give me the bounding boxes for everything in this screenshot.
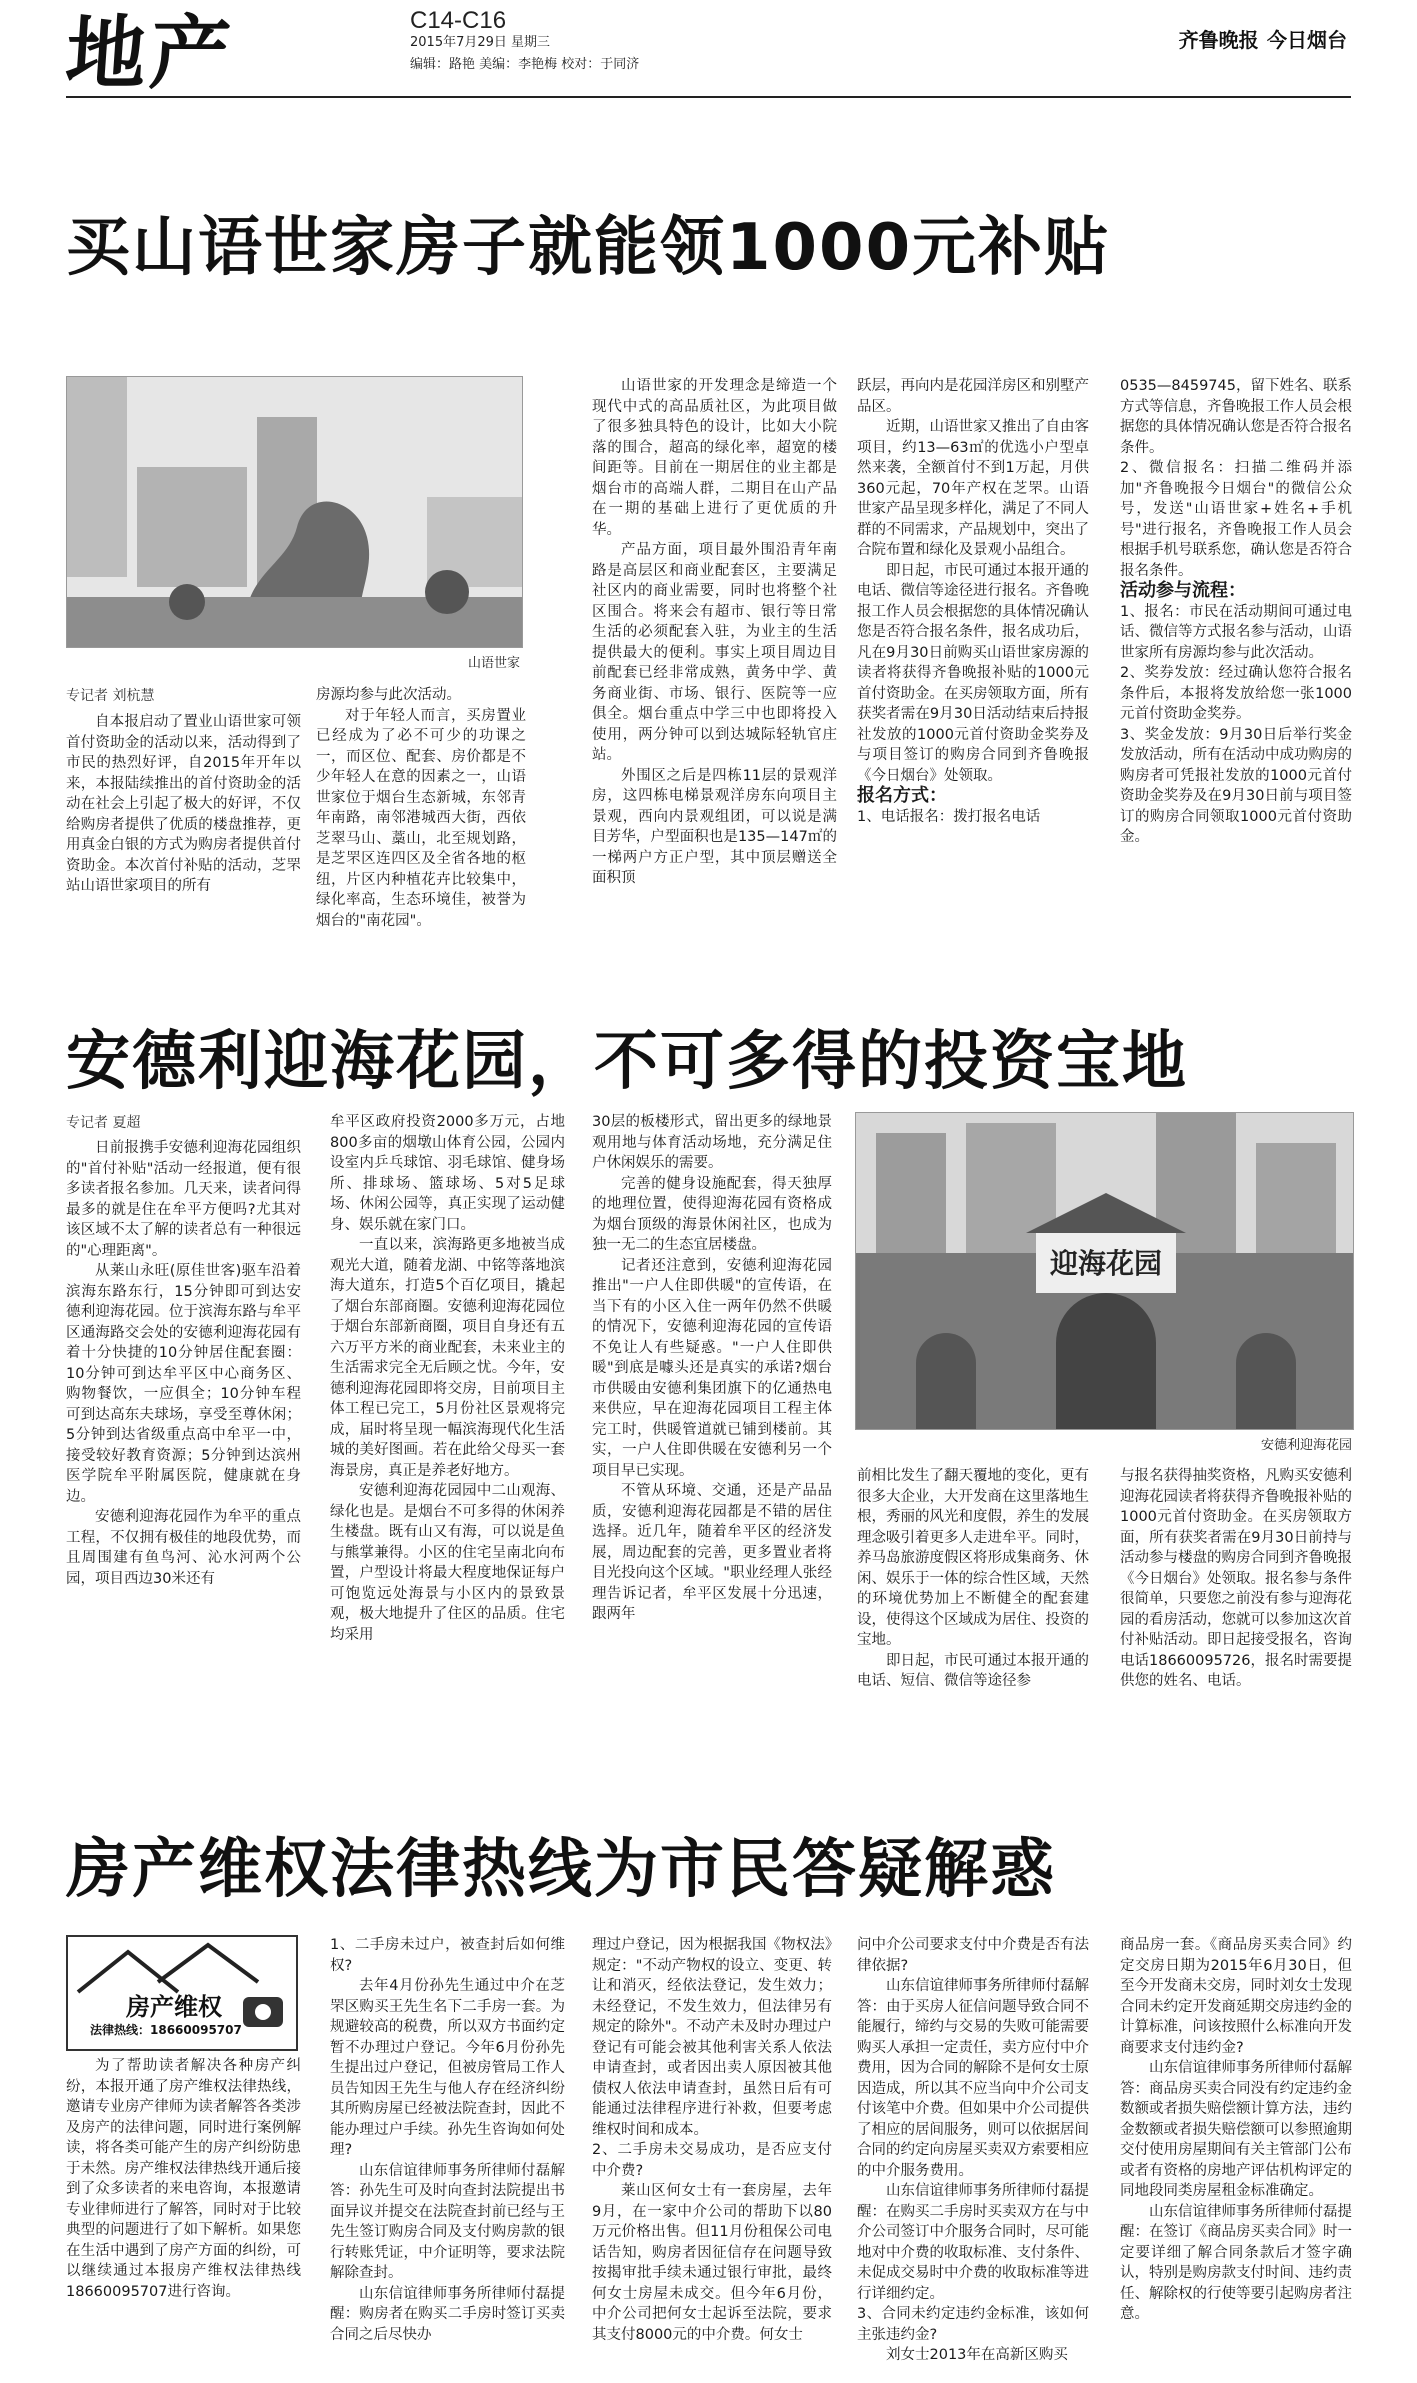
paragraph: 前相比发生了翻天覆地的变化，更有很多大企业，大开发商在这里落地生根，秀丽的风光和度假，养生的发展理念吸引着更多人走进牟平。同时，养马岛旅游度假区将形成集商务、休闲、娱乐于一体的综合性区域，天然的环境优势加上不断健全的配套建设，使得这个区域成为居住、投资的宝地。: [857, 1468, 1089, 1648]
header-info: [410, 7, 640, 76]
page-range: C14-C16: [410, 7, 507, 34]
yinghai-photo-illustration: [856, 1113, 1353, 1429]
paragraph: 问中介公司要求支付中介费是否有法律依据?: [857, 1937, 1089, 1974]
article1-photo: [66, 376, 523, 648]
paragraph: 山东信谊律师事务所律师付磊提醒：在购买二手房时买卖双方在与中介公司签订中介服务合同时，尽可能地对中介费的收取标准、支付条件、未促成交易时中介费的收取标准等进行详细约定。: [857, 2183, 1089, 2302]
paragraph: 跃层，再向内是花园洋房区和别墅产品区。: [857, 378, 1089, 415]
paragraph: 3、奖金发放：9月30日后举行奖金发放活动，所有在活动中成功购房的购房者可凭报社发放的1000元首付资助金奖券及在9月30日前与项目签订的购房合同领取1000元首付资助金。: [1120, 726, 1352, 845]
shanyu-photo-illustration: [67, 377, 522, 647]
header-divider: [66, 96, 1351, 98]
logo-hotline: 法律热线：18660095707: [90, 2023, 242, 2037]
staff-credits: 编辑：路艳 美编：李艳梅 校对：于同济: [410, 57, 640, 72]
paragraph: 对于年轻人而言，买房置业已经成为了必不可少的功课之一，而区位、配套、房价都是不少年轻人在意的因素之一，山语世家位于烟台生态新城，东邻青年南路，南邻港城西大街，西依芝翠马山、藁山，北至规划路，是芝罘区连四区及全省各地的枢纽，片区内种植花卉比较集中，绿化率高，生态环境佳，被誉为烟台的"南花园"。: [316, 707, 526, 929]
article2-byline: 专记者 夏超: [66, 1115, 141, 1131]
paragraph: 安德利迎海花园作为牟平的重点工程，不仅拥有极佳的地段优势，而且周围建有鱼鸟河、沁水河两个公园，项目西边30米还有: [66, 1509, 301, 1587]
brand-name: 齐鲁晚报: [1178, 28, 1259, 52]
paragraph: 日前报携手安德利迎海花园组织的"首付补贴"活动一经报道，便有很多读者报名参加。几天来，读者问得最多的就是住在牟平方便吗?尤其对该区域不太了解的读者总有一种很远的"心理距离"。: [66, 1140, 301, 1259]
paragraph: 不管从环境、交通，还是产品品质，安德利迎海花园都是不错的居住选择。近几年，随着牟平区的经济发展，周边配套的完善，更多置业者将目光投向这个区域。"职业经理人张经理告诉记者，牟平区发展十分迅速，跟两年: [592, 1483, 832, 1622]
paragraph: 近期，山语世家又推出了自由客项目，约13—63㎡的优选小户型卓然来袭，全额首付不到1万起，月供360元起，70年产权在芝罘。山语世家产品呈现多样化，满足了不同人群的不同需求，产品规划中，突出了合院布置和绿化及景观小品组合。: [857, 419, 1089, 558]
paragraph: 完善的健身设施配套，得天独厚的地理位置，使得迎海花园有资格成为烟台顶级的海景休闲社区，也成为独一无二的生态宜居楼盘。: [592, 1175, 832, 1253]
article1-byline: 专记者 刘杭慧: [66, 688, 155, 704]
article1-photo-caption: 山语世家: [467, 656, 520, 671]
paragraph: 0535—8459745，留下姓名、联系方式等信息，齐鲁晚报工作人员会根据您的具体情况确认您是否符合报名条件。: [1120, 378, 1352, 456]
paragraph: 30层的板楼形式，留出更多的绿地景观用地与体育活动场地，充分满足住户休闲娱乐的需要。: [592, 1114, 832, 1171]
paragraph: 记者还注意到，安德利迎海花园推出"一户人住即供暖"的宣传语，在当下有的小区入住一两年仍然不供暖的情况下，安德利迎海花园的宣传语不免让人有些疑惑。"一户人住即供暖"到底是噱头还是真实的承诺?烟台市供暖由安德利集团旗下的亿通热电来供应，早在迎海花园项目工程主体完工时，供暖管道就已铺到楼前。其实，一户人住即供暖在安德利另一个项目早已实现。: [592, 1257, 832, 1479]
paragraph: 即日起，市民可通过本报开通的电话、微信等途径进行报名。齐鲁晚报工作人员会根据您的具体情况确认您是否符合报名条件，报名成功后，凡在9月30日前购买山语世家房源的读者将获得齐鲁晚报补贴的1000元首付资助金。在买房领取方面，所有获奖者需在9月30日活动结束后持报社发放的1000元首付资助金奖券及与项目签订的购房合同到齐鲁晚报《今日烟台》处领取。: [857, 562, 1089, 784]
signup-subhead: 报名方式：: [857, 785, 947, 806]
article2-col2: [330, 1112, 565, 1772]
section-title: 地产: [62, 7, 238, 100]
article2-col4: [857, 1466, 1089, 1772]
paragraph: 山语世家的开发理念是缔造一个现代中式的高品质社区，为此项目做了很多独具特色的设计，比如大小院落的围合，超高的绿化率，超宽的楼间距等。目前在一期居住的业主都是烟台市的高端人群，二期目在山产品在一期的基础上进行了更优质的升华。: [592, 378, 837, 538]
paragraph: 外围区之后是四栋11层的景观洋房，这四栋电梯景观洋房东向项目主景观，西向内景观组团，可以说是满目芳华，户型面积也是135—147㎡的一梯两户方正户型，其中顶层赠送全面积顶: [592, 767, 837, 886]
paragraph: 山东信谊律师事务所律师付磊解答：孙先生可及时向查封法院提出书面异议并提交在法院查封前已经与王先生签订购房合同及支付购房款的银行转账凭证，中介证明等，要求法院解除查封。: [330, 2162, 565, 2281]
paragraph: 山东信谊律师事务所律师付磊解答：商品房买卖合同没有约定违约金数额或者损失赔偿额计算方法，违约金数额或者损失赔偿额可以参照逾期交付使用房屋期间有关主管部门公布或者有资格的房地产评估机构评定的同地段同类房屋租金标准确定。: [1120, 2060, 1352, 2199]
article2-col3: [592, 1112, 832, 1772]
paragraph: 自本报启动了置业山语世家可领首付资助金的活动以来，活动得到了市民的热烈好评，自2015年开年以来，本报陆续推出的首付资助金的活动在社会上引起了极大的好评，不仅给购房者提供了优质的楼盘推荐，更用真金白银的方式为购房者提供首付资助金。本次首付补贴的活动，芝罘站山语世家项目的所有: [66, 714, 301, 894]
paragraph: 理过户登记，因为根据我国《物权法》规定："不动产物权的设立、变更、转让和消灭，经依法登记，发生效力；未经登记，不发生效力，但法律另有规定的除外"。不动产未及时办理过户登记有可能会被其他利害关系人依法申请查封，或者因出卖人原因被其他债权人依法申请查封，虽然日后有可能通过法律程序进行补救，但要考虑维权时间和成本。: [592, 1937, 832, 2138]
article3-col5: [1120, 1935, 1352, 2365]
paragraph: 1、报名：市民在活动期间可通过电话、微信等方式报名参与活动，山语世家所有房源均参与此次活动。: [1120, 603, 1352, 661]
paragraph: 为了帮助读者解决各种房产纠纷，本报开通了房产维权法律热线，邀请专业房产律师为读者解答各类涉及房产的法律问题，同时进行案例解读，将各类可能产生的房产纠纷防患于未然。房产维权法律热线开通后接到了众多读者的来电咨询，本报邀请专业律师进行了解答，同时对于比较典型的问题进行了如下解析。如果您在生活中遇到了房产方面的纠纷，可以继续通过本报房产维权法律热线18660095707进行咨询。: [66, 2058, 301, 2300]
logo-title: 房产维权: [126, 1993, 222, 2021]
article2-col1: [66, 1138, 301, 1770]
paragraph: 刘女士2013年在高新区购买: [886, 2347, 1068, 2363]
paragraph: 山东信谊律师事务所律师付磊提醒：购房者在购买二手房时签订买卖合同之后尽快办: [330, 2285, 565, 2343]
paragraph: 1、电话报名：拨打报名电话: [857, 808, 1041, 825]
paragraph: 与报名获得抽奖资格，凡购买安德利迎海花园读者将获得齐鲁晚报补贴的1000元首付资助金。在买房领取方面，所有获奖者需在9月30日前持与活动参与楼盘的购房合同到齐鲁晚报《今日烟台》处领取。报名参与条件很简单，只要您之前没有参与迎海花园的看房活动，您就可以参加这次首付补贴活动。即日起接受报名，咨询电话18660095726，报名时需要提供您的姓名、电话。: [1120, 1468, 1352, 1689]
article3-col1: [66, 2056, 301, 2366]
building-sign-text: 迎海花园: [1049, 1247, 1163, 1280]
paragraph: 2、微信报名：扫描二维码并添加"齐鲁晚报今日烟台"的微信公众号，发送"山语世家+姓名+手机号"进行报名，齐鲁晚报工作人员会根据手机号联系您，确认您是否符合报名条件。: [1120, 460, 1352, 579]
paragraph: 房源均参与此次活动。: [316, 687, 461, 703]
article1-col5: [1120, 376, 1352, 946]
article1-col1: [66, 712, 301, 942]
article1-col3: [592, 376, 837, 946]
paragraph: 产品方面，项目最外围沿青年南路是高层区和商业配套区，主要满足社区内的商业需要，同时也将整个社区围合。将来会有超市、银行等日常生活的必须配套入驻，为业主的生活提供最大的便利。事实上项目周边目前配套已经非常成熟，黄务中学、黄务商业街、市场、银行、医院等一应俱全。烟台重点中学三中也即将投入使用，两分钟可以到达城际轻轨官庄站。: [592, 542, 837, 763]
paragraph: 2、奖券发放：经过确认您符合报名条件后，本报将发放给您一张1000元首付资助金奖券。: [1120, 665, 1352, 722]
process-subhead: 活动参与流程：: [1120, 580, 1246, 601]
article1-col2: [316, 685, 526, 945]
paragraph: 1、二手房未过户，被查封后如何维权?: [330, 1937, 565, 1974]
article1-headline: 买山语世家房子就能领1000元补贴: [66, 211, 1111, 285]
paragraph: 2、二手房未交易成功，是否应支付中介费?: [592, 2142, 832, 2179]
paragraph: 商品房一套。《商品房买卖合同》约定交房日期为2015年6月30日，但至今开发商未交房，同时刘女士发现合同未约定开发商延期交房违约金的计算标准，问该按照什么标准向开发商要求支付违约金?: [1120, 1937, 1352, 2056]
article3-headline: 房产维权法律热线为市民答疑解惑: [66, 1833, 1056, 1907]
paragraph: 一直以来，滨海路更多地被当成观光大道，随着龙湖、中铭等落地滨海大道东，打造5个百亿项目，撬起了烟台东部商圈。安德利迎海花园位于烟台东部新商圈，项目自身还有五六万平方米的商业配套，未来业主的生活需求完全无后顾之忧。今年，安德利迎海花园即将交房，目前项目主体工程已完工，5月份社区景观将完成，届时将呈现一幅滨海现代化生活城的美好图画。若在此给父母买一套海景房，真正是养老好地方。: [330, 1237, 565, 1479]
article3-col4: [857, 1935, 1089, 2365]
paragraph: 山东信谊律师事务所律师付磊提醒：在签订《商品房买卖合同》时一定要详细了解合同条款后才签字确认，特别是购房款支付时间、违约责任、解除权的行使等要引起购房者注意。: [1120, 2203, 1352, 2322]
article3-col2: [330, 1935, 565, 2365]
paragraph: 去年4月份孙先生通过中介在芝罘区购买王先生名下二手房一套。为规避较高的税费，所以双方书面约定暂不办理过户登记。今年6月份孙先生提出过户登记，但被房管局工作人员告知因王先生与他人存在经济纠纷其所购房屋已经被法院查封，因此不能办理过户手续。孙先生咨询如何处理?: [330, 1978, 565, 2158]
newspaper-brand: [1179, 24, 1347, 53]
article1-col4: [857, 376, 1089, 946]
paragraph: 莱山区何女士有一套房屋，去年9月，在一家中介公司的帮助下以80万元价格出售。但11月份租保公司电话告知，购房者因征信存在问题导致按揭审批手续未通过银行审批，最终何女士房屋未成交。但今年6月份，中介公司把何女士起诉至法院，要求其支付8000元的中介费。何女士: [592, 2183, 832, 2343]
legal-hotline-logo: [66, 1935, 298, 2051]
paragraph: 从莱山永旺(原佳世客)驱车沿着滨海东路东行，15分钟即可到达安德利迎海花园。位于滨海东路与牟平区通海路交会处的安德利迎海花园有着十分快捷的10分钟居住配套圈：10分钟可到达牟平区中心商务区、购物餐饮，一应俱全；10分钟车程可到达高东夫球场，享受至尊休闲；5分钟到达省级重点高中牟平一中，接受较好教育资源；5分钟到达滨州医学院牟平附属医院，健康就在身边。: [66, 1263, 301, 1505]
article2-photo: [855, 1112, 1354, 1430]
paragraph: 牟平区政府投资2000多万元，占地800多亩的烟墩山体育公园，公园内设室内乒乓球馆、羽毛球馆、健身场所、排球场、篮球场、5对5足球场、休闲公园等，真正实现了运动健身、娱乐就在家门口。: [330, 1114, 565, 1233]
article2-headline: 安德利迎海花园，不可多得的投资宝地: [66, 1025, 1188, 1099]
paragraph: 3、合同未约定违约金标准，该如何主张违约金?: [857, 2306, 1089, 2343]
paragraph: 安德利迎海花园园中二山观海、绿化也是。是烟台不可多得的休闲养生楼盘。既有山又有海，可以说是鱼与熊掌兼得。小区的住宅呈南北向布置，户型设计将最大程度地保证每户可饱览远处海景与小区内的景致景观，极大地提升了住区的品质。住宅均采用: [330, 1483, 565, 1643]
paragraph: 即日起，市民可通过本报开通的电话、短信、微信等途径参: [857, 1652, 1089, 1689]
article2-photo-caption: 安德利迎海花园: [1260, 1438, 1352, 1453]
issue-date: 2015年7月29日 星期三: [410, 35, 551, 50]
article3-col3: [592, 1935, 832, 2365]
paragraph: 山东信谊律师事务所律师付磊解答：由于买房人征信问题导致合同不能履行，缔约与交易的失败可能需要购买人承担一定责任，卖方应付中介费用，因为合同的解除不是何女士原因造成，所以其不应当向中介公司支付该笔中介费。但如果中介公司提供了相应的居间服务，则可以依据居间合同的约定向房屋买卖双方索要相应的中介服务费用。: [857, 1978, 1089, 2179]
article2-col5: [1120, 1466, 1352, 1772]
edition-name: 今日烟台: [1267, 28, 1347, 52]
